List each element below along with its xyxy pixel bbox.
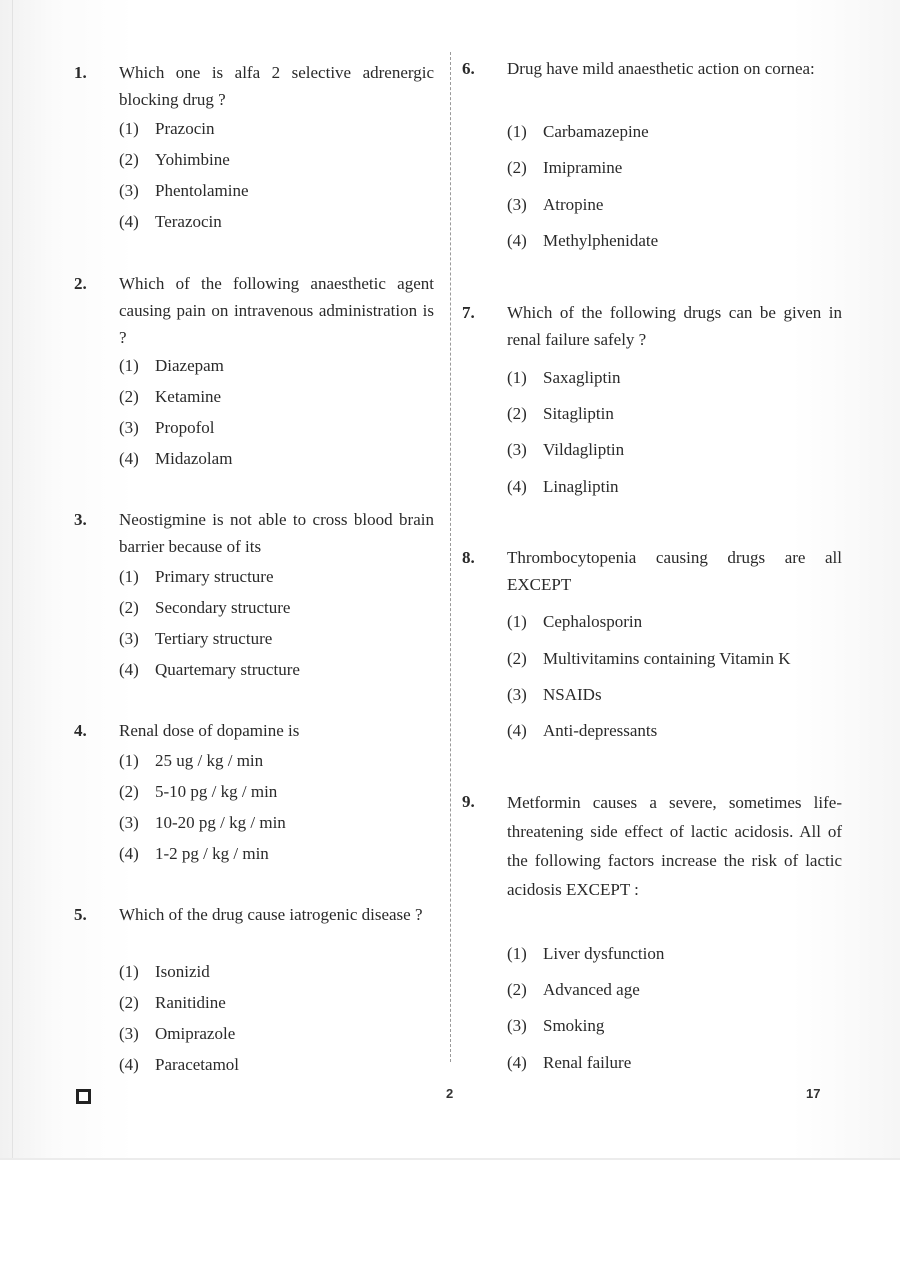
question-text: Neostigmine is not able to cross blood brain barrier because of its [119,510,434,556]
option-number: (4) [119,844,139,863]
option-number: (2) [119,993,139,1012]
option-number: (4) [119,449,139,468]
option-text: Secondary structure [155,598,291,617]
option-text: Sitagliptin [543,404,614,423]
option [507,403,614,425]
option-number: (1) [507,612,527,631]
option-number: (2) [507,158,527,177]
option-text: Prazocin [155,119,215,138]
option [119,386,221,408]
option [507,1015,604,1037]
option-text: Imipramine [543,158,623,177]
option [119,180,248,202]
option-number: (2) [119,150,139,169]
option-text: Yohimbine [155,150,230,169]
option-number: (2) [507,980,527,999]
option-number: (4) [507,721,527,740]
question-number: 6. [462,59,475,78]
option-text: Ranitidine [155,993,226,1012]
question-text: Which of the drug cause iatrogenic disease ? [119,905,423,924]
option [507,684,602,706]
option-number: (3) [119,1024,139,1043]
option [119,1023,235,1045]
option-text: 5-10 pg / kg / min [155,782,278,801]
option-number: (2) [119,598,139,617]
option [119,355,224,377]
option-text: Atropine [543,195,604,214]
option [507,1052,631,1074]
option-number: (3) [119,629,139,648]
option-number: (1) [119,356,139,375]
option-text: Vildagliptin [543,440,625,459]
option-number: (1) [119,751,139,770]
question-number: 4. [74,721,87,740]
option [119,992,226,1014]
question-text: Renal dose of dopamine is [119,721,300,740]
question-7 [462,299,842,353]
question-8 [462,544,842,598]
question-text: Metformin causes a severe, sometimes life-threatening side effect of lactic acidosis. All of the following factors increase the risk of lactic acidosis EXCEPT : [507,793,842,899]
option-number: (3) [507,685,527,704]
option-text: Anti-depressants [543,721,658,740]
option-text: Propofol [155,418,215,437]
question-number: 2. [74,274,87,293]
scan-bottom-edge [0,1158,900,1160]
question-5 [74,901,434,928]
question-text: Which of the following drugs can be given in renal failure safely ? [507,303,842,349]
option-text: 25 ug / kg / min [155,751,264,770]
option [119,659,300,681]
footer-page-code: 2 [446,1086,454,1101]
question-number: 8. [462,548,475,567]
option [507,157,622,179]
question-number: 5. [74,905,87,924]
option-text: NSAIDs [543,685,602,704]
option [119,628,272,650]
option-number: (2) [119,387,139,406]
option [119,961,210,983]
option-number: (3) [507,1016,527,1035]
option-number: (2) [507,404,527,423]
option-text: Carbamazepine [543,122,649,141]
option-number: (3) [119,181,139,200]
option [507,439,624,461]
option-number: (3) [119,813,139,832]
question-text: Which one is alfa 2 selective adrenergic blocking drug ? [119,63,434,109]
option-text: Methylphenidate [543,231,659,250]
option [507,476,619,498]
option-number: (3) [507,440,527,459]
option [507,979,640,1001]
option-number: (1) [119,119,139,138]
option-text: Cephalosporin [543,612,643,631]
option [119,211,222,233]
option [507,720,657,742]
question-number: 7. [462,303,475,322]
option [119,781,277,803]
question-text: Which of the following anaesthetic agent causing pain on intravenous administration is ? [119,274,434,347]
option-text: Liver dysfunction [543,944,665,963]
option-text: 10-20 pg / kg / min [155,813,286,832]
column-divider [450,52,451,1062]
option-text: Isonizid [155,962,210,981]
option [507,194,603,216]
option [119,417,215,439]
footer-square-icon [76,1089,91,1104]
option-number: (1) [507,368,527,387]
option [119,448,232,470]
question-4 [74,717,434,744]
option [507,367,620,389]
option [119,750,263,772]
option-number: (2) [507,649,527,668]
option [119,843,269,865]
question-1 [74,59,434,113]
option-text: Terazocin [155,212,222,231]
option-text: Omiprazole [155,1024,236,1043]
option-number: (3) [119,418,139,437]
option-text: Quartemary structure [155,660,300,679]
option-number: (1) [119,962,139,981]
option-text: Advanced age [543,980,640,999]
option-number: (4) [507,477,527,496]
question-6 [462,55,842,82]
option-text: Midazolam [155,449,233,468]
option-text: Renal failure [543,1053,632,1072]
option-number: (4) [119,1055,139,1074]
option [119,1054,239,1076]
option-number: (1) [507,122,527,141]
option-number: (4) [119,212,139,231]
option [119,149,230,171]
option-number: (2) [119,782,139,801]
option-number: (3) [507,195,527,214]
option-text: Paracetamol [155,1055,240,1074]
option-text: Diazepam [155,356,224,375]
option [119,118,214,140]
option-number: (1) [119,567,139,586]
question-2 [74,270,434,351]
option-number: (1) [507,944,527,963]
question-9 [462,788,842,904]
option-text: 1-2 pg / kg / min [155,844,269,863]
option-text: Multivitamins containing Vitamin K [543,649,791,668]
question-3 [74,506,434,560]
option [507,648,791,670]
option-text: Ketamine [155,387,222,406]
question-number: 9. [462,792,475,811]
scan-left-edge [12,0,13,1160]
option-text: Phentolamine [155,181,249,200]
footer-page-number: 17 [806,1086,821,1101]
option [507,121,649,143]
option-text: Saxagliptin [543,368,621,387]
question-number: 1. [74,63,87,82]
option [119,597,290,619]
option-text: Tertiary structure [155,629,273,648]
option-number: (4) [507,231,527,250]
question-text: Thrombocytopenia causing drugs are all EXCEPT [507,548,842,594]
option-text: Linagliptin [543,477,619,496]
option-text: Primary structure [155,567,274,586]
option-number: (4) [119,660,139,679]
option [119,812,286,834]
option [507,943,664,965]
option [507,230,658,252]
option-number: (4) [507,1053,527,1072]
option [507,611,642,633]
question-number: 3. [74,510,87,529]
question-text: Drug have mild anaesthetic action on cornea: [507,59,815,78]
option-text: Smoking [543,1016,605,1035]
option [119,566,274,588]
